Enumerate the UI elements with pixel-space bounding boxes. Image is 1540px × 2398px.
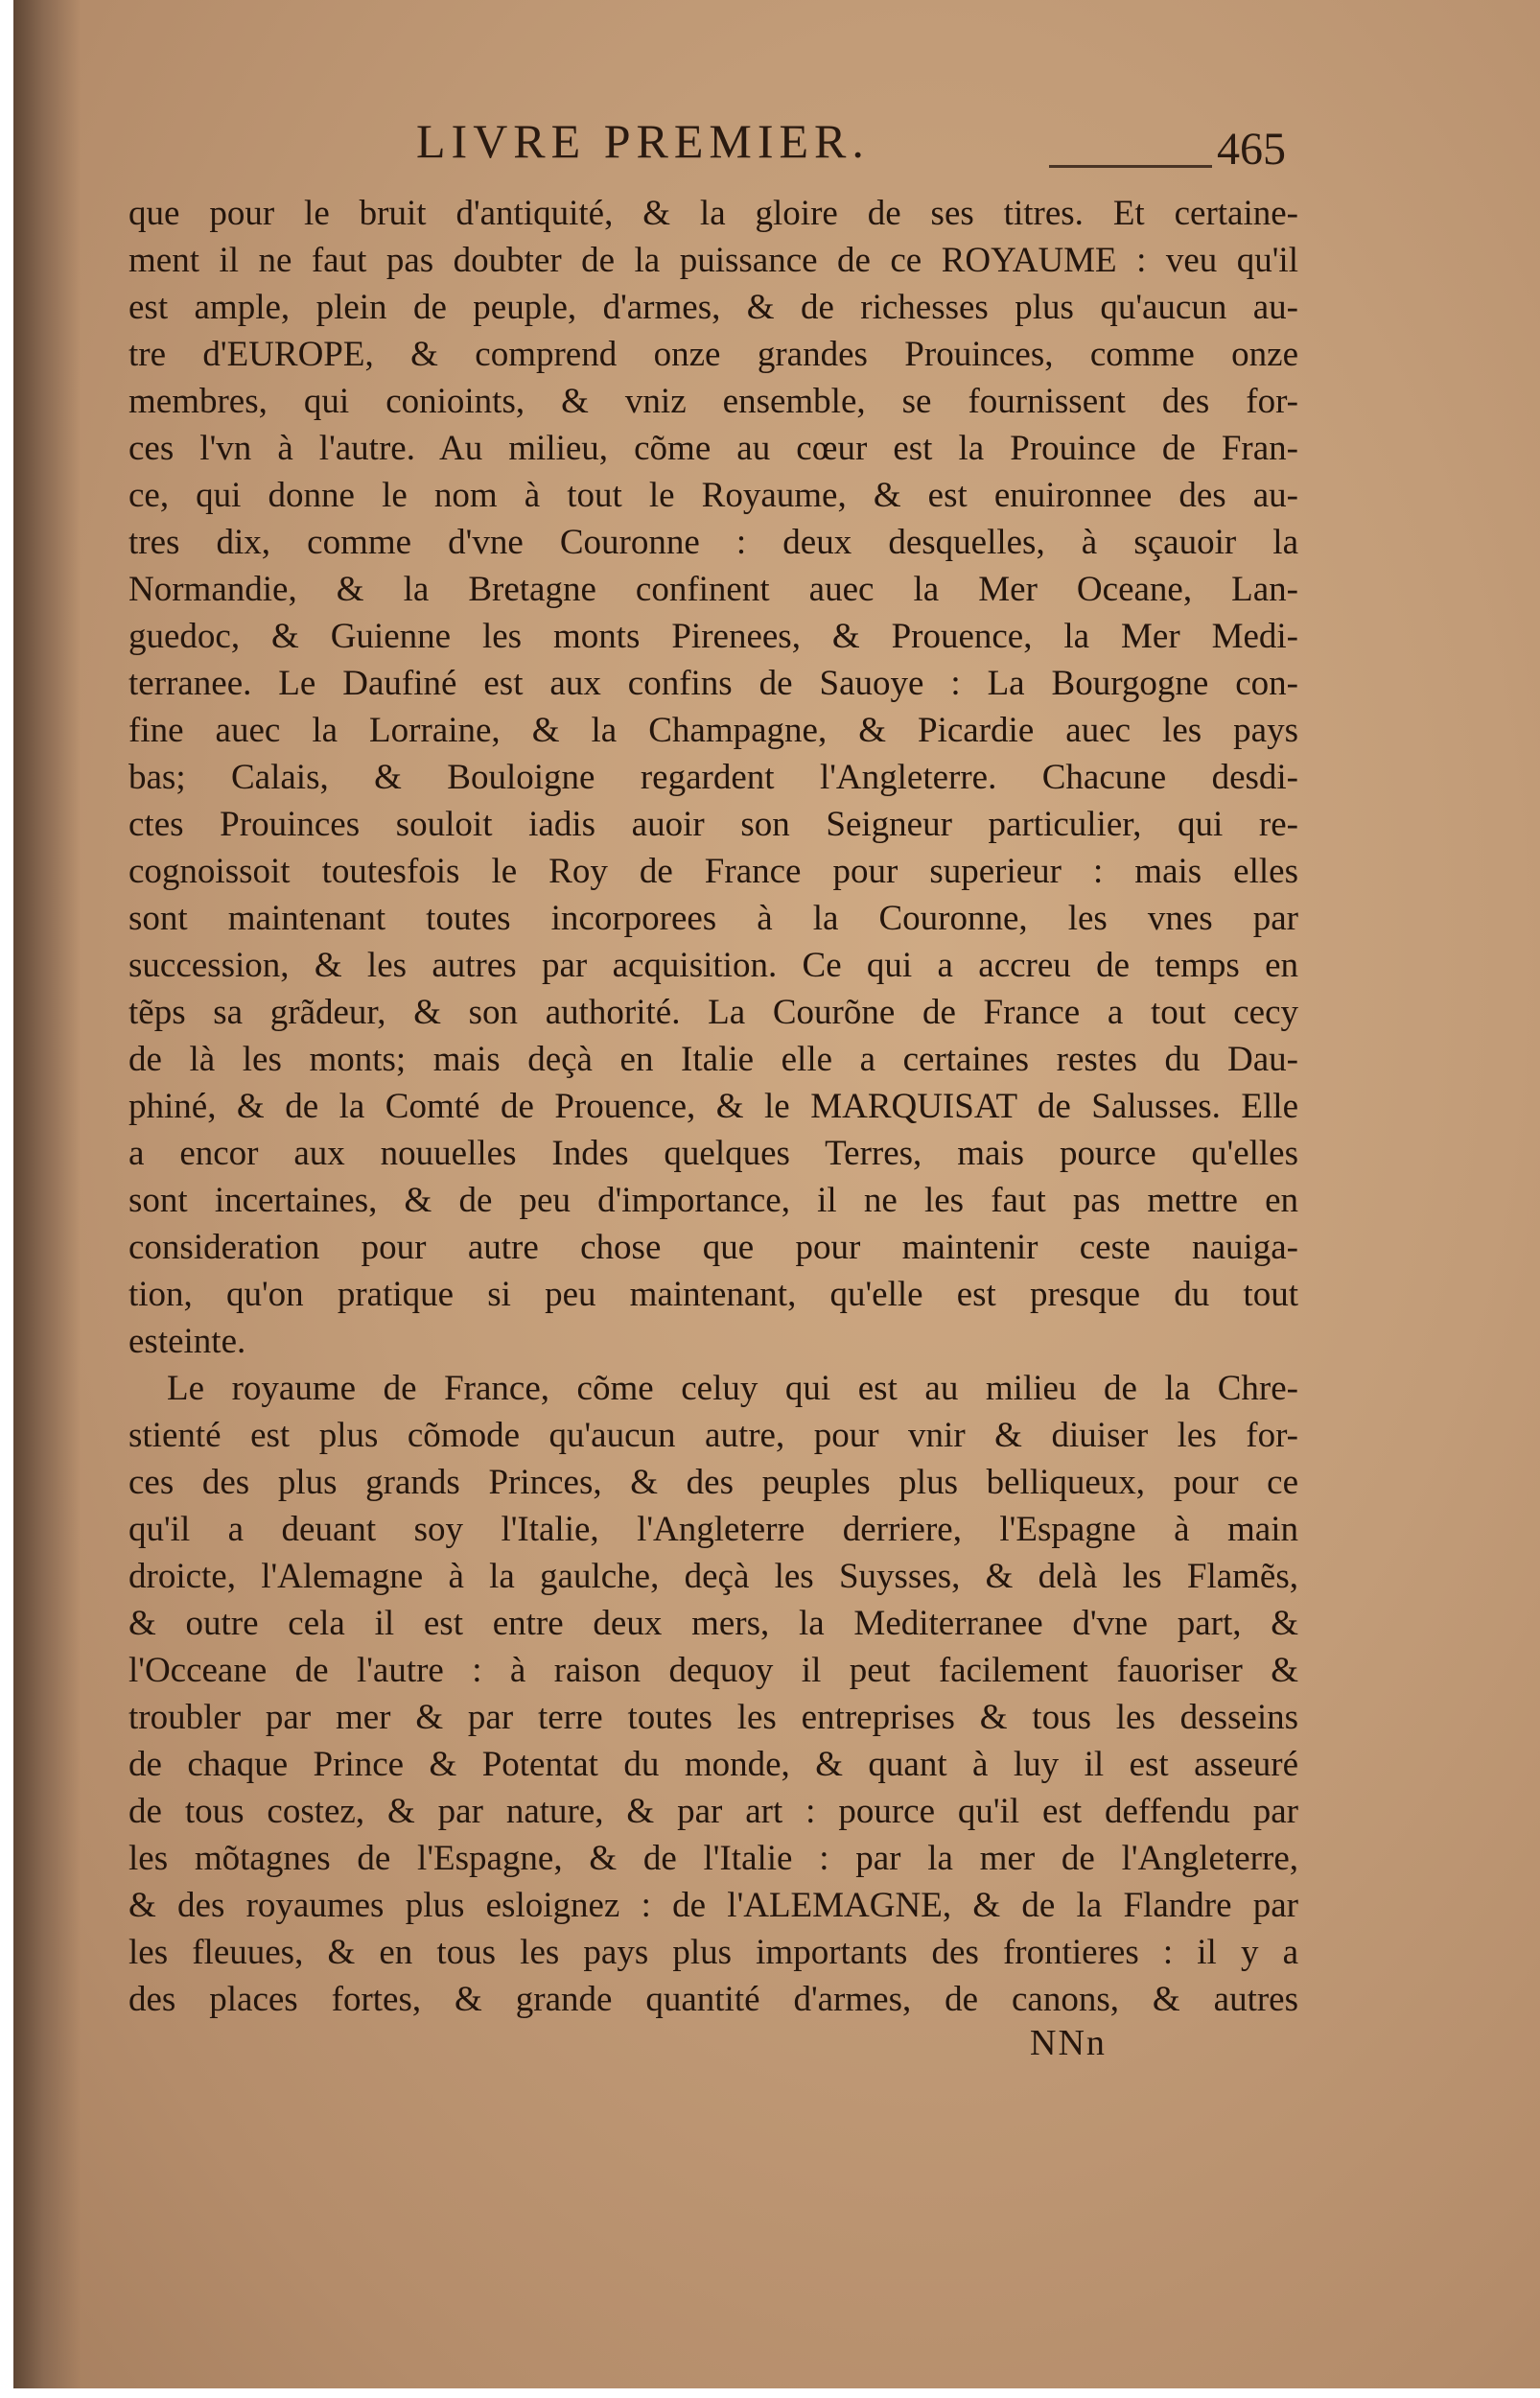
- head-ornament-rule: [1049, 165, 1212, 168]
- text-line: terranee. Le Daufiné est aux confins de Sauoye : La Bourgogne con-: [128, 664, 1298, 703]
- text-line: membres, qui conioints, & vniz ensemble, se fournissent des for-: [128, 382, 1298, 421]
- text-line: consideration pour autre chose que pour maintenir ceste nauiga-: [128, 1228, 1298, 1267]
- text-line: & outre cela il est entre deux mers, la Mediterranee d'vne part, &: [128, 1604, 1298, 1643]
- text-line: l'Occeane de l'autre : à raison dequoy il peut facilement fauoriser &: [128, 1651, 1298, 1690]
- text-line: ces l'vn à l'autre. Au milieu, cõme au cœur est la Prouince de Fran-: [128, 429, 1298, 468]
- text-line: tres dix, comme d'vne Couronne : deux desquelles, à sçauoir la: [128, 523, 1298, 562]
- text-line: Normandie, & la Bretagne confinent auec la Mer Oceane, Lan-: [128, 570, 1298, 609]
- text-line: sont maintenant toutes incorporees à la Couronne, les vnes par: [128, 899, 1298, 938]
- text-line: de là les monts; mais deçà en Italie elle a certaines restes du Dau-: [128, 1040, 1298, 1079]
- text-line: Le royaume de France, cõme celuy qui est au milieu de la Chre-: [167, 1369, 1298, 1408]
- text-line: de tous costez, & par nature, & par art : pource qu'il est deffendu par: [128, 1792, 1298, 1831]
- book-page: [13, 0, 1540, 2388]
- text-line: tion, qu'on pratique si peu maintenant, qu'elle est presque du tout: [128, 1275, 1298, 1314]
- text-line: tre d'EUROPE, & comprend onze grandes Prouinces, comme onze: [128, 335, 1298, 374]
- text-line: ce, qui donne le nom à tout le Royaume, & est enuironnee des au-: [128, 476, 1298, 515]
- text-line: troubler par mer & par terre toutes les entreprises & tous les desseins: [128, 1698, 1298, 1737]
- text-line: succession, & les autres par acquisition. Ce qui a accreu de temps en: [128, 946, 1298, 985]
- text-line: phiné, & de la Comté de Prouence, & le MARQUISAT de Salusses. Elle: [128, 1087, 1298, 1126]
- text-line: ctes Prouinces souloit iadis auoir son Seigneur particulier, qui re-: [128, 805, 1298, 844]
- text-line: les mõtagnes de l'Espagne, & de l'Italie : par la mer de l'Angleterre,: [128, 1839, 1298, 1878]
- text-line: droicte, l'Alemagne à la gaulche, deçà les Suysses, & delà les Flamẽs,: [128, 1557, 1298, 1596]
- text-line: cognoissoit toutesfois le Roy de France pour superieur : mais elles: [128, 852, 1298, 891]
- text-line: fine auec la Lorraine, & la Champagne, & Picardie auec les pays: [128, 711, 1298, 750]
- text-line: que pour le bruit d'antiquité, & la gloire de ses titres. Et certaine-: [128, 194, 1298, 233]
- text-line: tẽps sa grãdeur, & son authorité. La Courõne de France a tout cecy: [128, 993, 1298, 1032]
- text-line: qu'il a deuant soy l'Italie, l'Angleterre derriere, l'Espagne à main: [128, 1510, 1298, 1549]
- running-head: LIVRE PREMIER.: [416, 114, 870, 168]
- text-line: guedoc, & Guienne les monts Pirenees, & Prouence, la Mer Medi-: [128, 617, 1298, 656]
- text-line: & des royaumes plus esloignez : de l'ALEMAGNE, & de la Flandre par: [128, 1886, 1298, 1925]
- text-line: stienté est plus cõmode qu'aucun autre, pour vnir & diuiser les for-: [128, 1416, 1298, 1455]
- text-line: sont incertaines, & de peu d'importance, il ne les faut pas mettre en: [128, 1181, 1298, 1220]
- paragraph-1: [128, 190, 1298, 1365]
- page-number: 465: [1217, 124, 1286, 175]
- text-line: de chaque Prince & Potentat du monde, & quant à luy il est asseuré: [128, 1745, 1298, 1784]
- page-gutter-shadow: [13, 0, 81, 2388]
- text-line: des places fortes, & grande quantité d'armes, de canons, & autres: [128, 1980, 1298, 2019]
- text-line: est ample, plein de peuple, d'armes, & de richesses plus qu'aucun au-: [128, 288, 1298, 327]
- paragraph-2: [128, 1365, 1298, 2023]
- text-line: esteinte.: [128, 1322, 246, 1361]
- text-line: a encor aux nouuelles Indes quelques Terres, mais pource qu'elles: [128, 1134, 1298, 1173]
- body-text: [128, 190, 1298, 2023]
- text-line: ment il ne faut pas doubter de la puissance de ce ROYAUME : veu qu'il: [128, 241, 1298, 280]
- text-line: les fleuues, & en tous les pays plus importants des frontieres : il y a: [128, 1933, 1298, 1972]
- catchword: NNn: [1030, 2023, 1107, 2063]
- text-line: ces des plus grands Princes, & des peuples plus belliqueux, pour ce: [128, 1463, 1298, 1502]
- text-line: bas; Calais, & Bouloigne regardent l'Angleterre. Chacune desdi-: [128, 758, 1298, 797]
